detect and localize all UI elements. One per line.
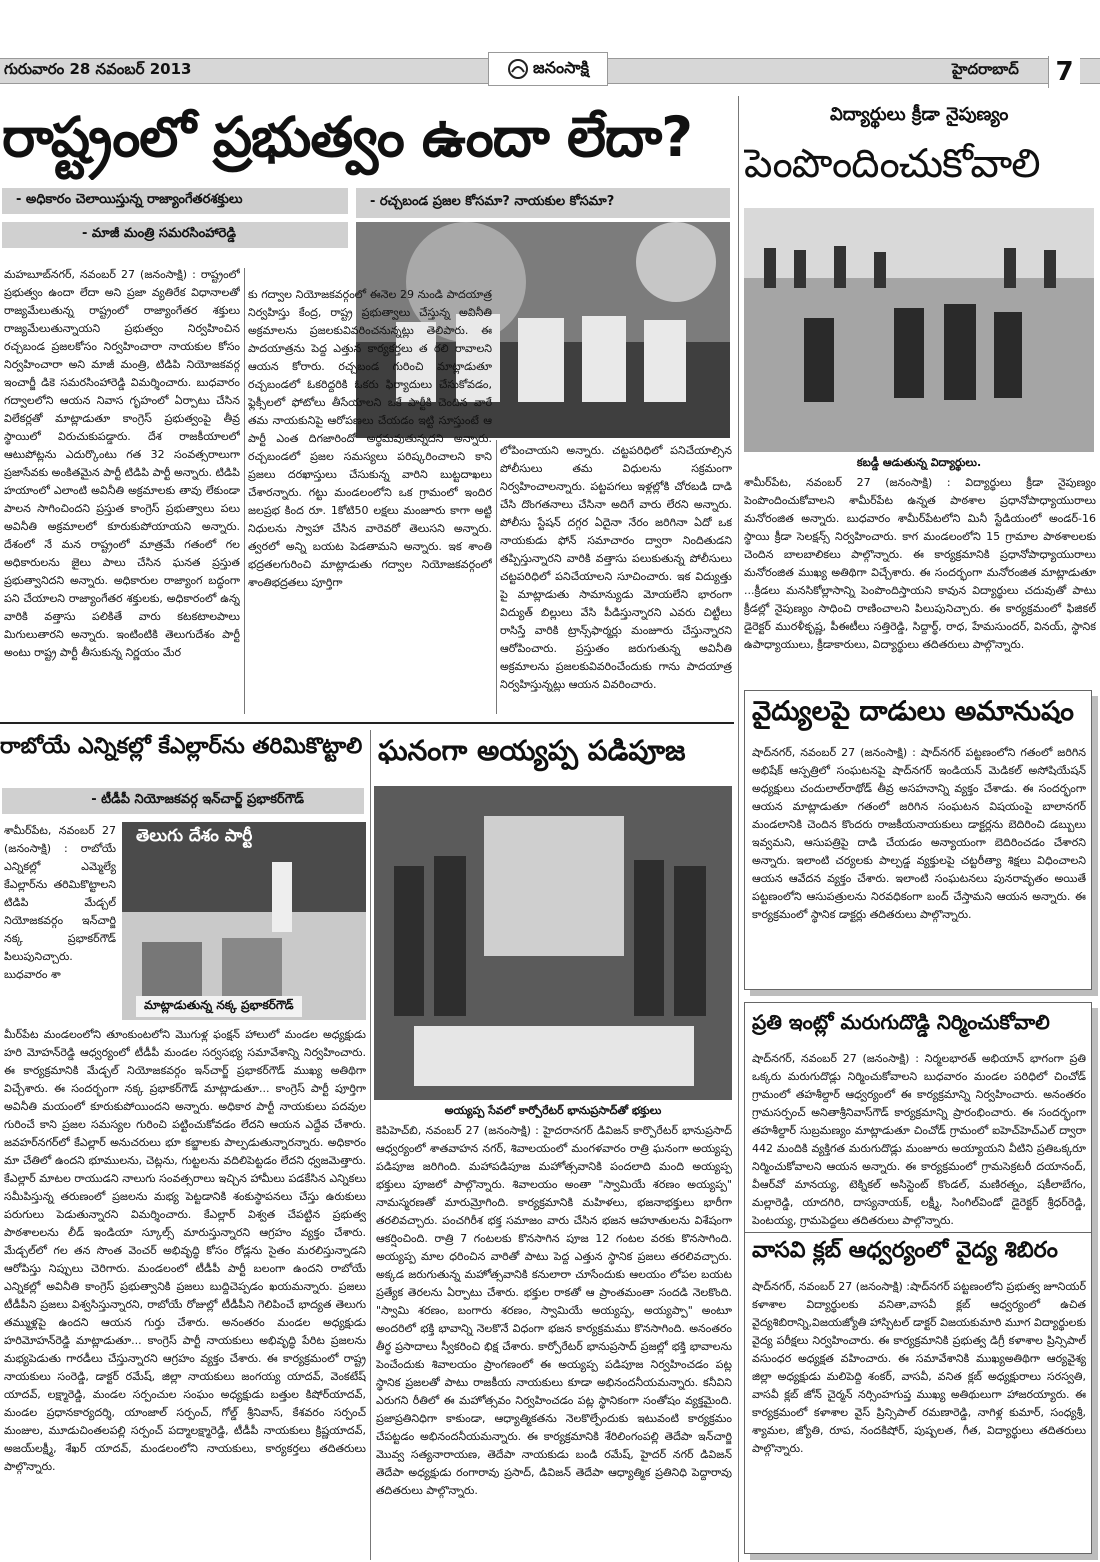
column-rule [370,730,371,1560]
tdp-body-intro: శామీర్‌పేట, నవంబర్ 27 (జనంసాక్షి) : రాబోయే ఎన్నికల్లో ఎమ్మెల్యే కేఎల్లార్‌ను తరిమికొట్టాలని టిడిపి మేడ్చల్ నియోజకవర్గం ఇన్‌చార్జి నక్క ప్రభాకర్‌గౌడ్ పిలుపునిచ్చారు. బుధవారం శా [4,824,116,981]
sports-headline: పెంపొందించుకోవాలి [744,141,1040,187]
ayyappa-puja-photo-icon [374,786,732,1100]
sports-kicker: విద్యార్థులు క్రీడా నైపుణ్యం [830,104,1009,125]
tdp-headline: రాబోయే ఎన్నికల్లో కేఎల్లార్‌ను తరిమికొట్టాలి [0,734,363,759]
tdp-photo-caption: మాట్లాడుతున్న నక్క ప్రభాకర్‌గౌడ్ [136,996,302,1017]
masthead-logo [488,52,608,86]
lead-subhead-1: - అధికారం చెలాయిస్తున్న రాజ్యాంగేతరశక్తులు [2,188,348,214]
tdp-banner-text: తెలుగు దేశం పార్టీ [136,826,253,846]
tdp-body: మీర్‌పేట మండలంలోని తూంకుంటలోని మొగుళ్ల ఫంక్షన్ హాలులో మండల అధ్యక్షుడు హరి మోహన్‌రెడ్డి ఆధ్వర్యంలో టీడీపీ మండల సర్వసభ్య సమావేశాన్ని నిర్వహించారు. ఈ కార్యక్రమానికి మేడ్చల్ నియోజకవర్గం ఇన్‌చార్జ్ ప్రభాకర్‌గౌడ్ ముఖ్య అతిథిగా విచ్చేశారు. ఈ సందర్భంగా నక్క ప్రభాకర్‌గౌడ్ మాట్లాడుతూ... కాంగ్రెస్ పార్టీ పూర్తిగా అవినీతి మయంలో కూరుకుపోయిందని అన్నారు. అధికార పార్టీ నాయకులు పదవుల గురించే కాని ప్రజల సమస్యల గురించి పట్టించుకోవడం లేదని ఆయన ఎద్దేవ చేశారు. జవహర్‌నగర్‌లో కేఎల్లార్ అనుచరులు భూ కబ్జాలకు పాల్పడుతున్నారన్నారు. అధికారం మా చేతిలో ఉందని భూములను, చెట్లను, గుట్టలను వదిలిపెట్టడం లేదని ధ్వజమెత్తారు. కేఎల్లార్ మాటల రాయుడని నాలుగు సంవత్సరాలు ఇచ్చిన హామీలు పడకేసిన ఎన్నికలు సమీపిస్తున్న తరుణంలో ప్రజలను మభ్య పెట్టడానికి శంకుస్థాపనలు చేస్తు ఉరుకులు పరుగులు పెడుతున్నారని విమర్శించారు. కేఎల్లార్ విశ్వత చేపట్టిన ప్రభుత్వ పాఠశాలలను లీడ్ ఇండియా స్కూల్స్ మారుస్తున్నారని ఆగ్రహం వ్యక్తం చేశారు. మేడ్చల్‌లో గల తన సొంత వెంచర్ అభివృద్ధి కోసం రోడ్లను సైతం మరలిస్తున్నాడని ఆరోపిస్తు నిప్పులు చెరిగారు. మండలంలో టీడీపీ పార్టీ బలంగా ఉందని రాబోయే ఎన్నికల్లో అవినీతి కాంగ్రెస్ ప్రభుత్వానికి ప్రజలు బుద్దిచెప్పడం ఖయమన్నారు. ప్రజలు టీడీపీని ప్రజలు విశ్వసిస్తున్నారని, రాబోయే రోజుల్లో టీడీపీని గెలిపించే భాద్యత తెలుగు తమ్ముళ్లపై ఉందని ఆయన గుర్తు చేశారు. అనంతరం మండల అధ్యక్షుడు హరిమోహన్‌రెడ్డి మాట్లాడుతూ... కాంగ్రెస్ పార్టీ నాయకులు అభివృద్ధి పేరిట ప్రజలను మభ్యపెడుతు గారడీలు చేస్తున్నారని ఆగ్రహం వ్యక్తం చేశారు. ఈ కార్యక్రమంలో రాష్ట్ర నాయకులు సంరెడ్డి, డాక్టర్ రమేష్, జిల్లా నాయకులు జంగయ్య యాదవ్, వెంకటేష్ యాదవ్, లక్ష్మారెడ్డి, మండల సర్పంచుల సంఘం అధ్యక్షుడు బత్తుల కిషోర్‌యాదవ్, మండల ప్రధానకార్యదర్శి, యాంజాల్ సర్పంచ్, గోల్డ్ శ్రీనివాస్, కేశవరం సర్పంచ్ మంజుల, మూడుచింతలపల్లి సర్పంచ్ పద్మాలక్ష్మారెడ్డి, టీడీపీ నాయకులు క్రిష్ణయాదవ్, అజయ్‌లక్ష్మీ, శేఖర్ యాదవ్, మండలంలోని నాయకులు, కార్యకర్తలు తదితరులు పాల్గొన్నారు. [4,1028,366,1473]
vasavi-headline: వాసవి క్లబ్ ఆధ్వర్యంలో వైద్య శిబిరం [752,1238,1058,1263]
toilets-headline: ప్రతి ఇంట్లో మరుగుదొడ్డి నిర్మించుకోవాలి [752,1010,1050,1034]
sports-caption: కబడ్డీ ఆడుతున్న విద్యార్థులు. [856,456,982,469]
column-rule [496,440,497,714]
ayyappa-photo [374,786,732,1100]
lead-body-col2: కు గద్వాల నియోజకవర్గంలో ఈనెల 29 నుండి పాదయాత్ర నిర్వహిస్తు కేంద్ర, రాష్ట్ర ప్రభుత్వాలు చేస్తున్న అవినీతి అక్రమాలను ప్రజలకువివరించనున్నట్లు తెలిపారు. ఈ పాదయాత్రను పెద్ద ఎత్తున కార్యకర్తలు త రలి రావాలని ఆయన కోరారు. రచ్చబండ గురించి మాట్లాడుతూ రచ్చబండలో ఓకరిద్దరికి ఓకరు ఫిర్యాదులు చేసుకోవడం, ఫ్లెక్సీలలో ఫోటోలు తీసేయాలని ఒకే పార్టీకి చెందిన వారే తమ నాయకునిపై ఆరోపణలు చేయడం ఇట్టి సూస్తుంటే ఆ పార్టీ ఎంత దిగజారిందో అర్థమవుతున్నదని అన్నారు. రచ్చబండలో ప్రజల సమస్యలు పరిష్కరించాలని కాని ప్రజలు దరఖాస్తులు చేసుకున్న వారిని బుట్టదాఖలు చేశారన్నారు. గట్టు మండలంలోని ఒక గ్రామంలో ఇందిర జలప్రభ కింద రూ. 1కోటి50 లక్షలు మంజూరు కాగా అట్టి నిధులను స్వాహా చేసిన వారెవరో తెలుసని అన్నారు. త్వరలో అన్ని బయట పెడతామని అన్నారు. ఇక శాంతి భద్రతలగురించి మాట్లాడుతు గద్వాల నియోజకవర్గంలో శాంతిభద్రతలు పూర్తిగా [248,288,492,589]
logo-emblem-icon [507,58,529,80]
ayyappa-body: కెపిహెచ్‌బి, నవంబర్ 27 (జనంసాక్షి) : హైదరానగర్ డివిజన్ కార్పొరేటర్ భానుప్రసాద్ ఆధ్వర్యంలో శాతవాహన నగర్, శివాలయంలో మంగళవారం రాత్రి ఘనంగా అయ్యప్ప పడిపూజ జరిగింది. మహాపడిపూజ మహోత్సవానికి పందలాది మంది అయ్యప్ప భక్తులు పూజలో పాల్గొన్నారు. శివాలయం అంతా "స్వామియే శరణం అయ్యప్ప" నామస్మరణతో మారుమ్రోగింది. కార్యక్రమానికి మహిళలు, భజనాభక్తులు భారీగా తరలివచ్చారు. పంచగిరీశ భక్త సమాజం వారు చేసిన భజన ఆహూతులను విశేషంగా ఆకర్షించింది. రాత్రి 7 గంటలకు కొనసాగిన పూజ 12 గంటల వరకు కొనసాగింది. అయ్యప్ప మాల ధరించిన వారితో పాటు పెద్ద ఎత్తున స్థానిక ప్రజలు తరలివచ్చారు. అక్కడ జరుగుతున్న మహోత్సవానికి కనులారా చూసేందుకు ఆలయం లోపల బయట ప్రత్యేక తెరలను ఏర్పాటు చేశారు. భక్తుల రాకతో ఆ ప్రాంతమంతా సందడి నెలకొంది. "స్వామి శరణం, బంగారు శరణం, స్వామియే అయ్యప్ప, అయ్యప్పా" అంటూ అందరిలో భక్తి భావాన్ని నెలకొనే విధంగా భజన కార్యక్రమము కొనసాగింది. అనంతరం తీర్థ ప్రసాదాలు స్వీకరించి భిక్ష చేశారు. కార్పోరేటర్ భానుప్రసాద్ ప్రజల్లో భక్తి భావాలను పెంచేందుకు శివాలయం ప్రాంగణంలో ఈ అయ్యప్ప పడిపూజ నిర్వహించడం పట్ల స్థానిక ప్రజలతో పాటు రాజకీయ నాయకులు కూడా అభినందనీయమన్నారు. కనీవిని ఎరుగని రీతిలో ఈ మహోత్సవం నిర్వహించడం పట్ల స్థానికంగా సంతోషం వ్యక్తమైంది. ప్రజాప్రతినిధిగా కాకుండా, ఆధ్యాత్మికతను నెలకొల్పేందుకు ఇటువంటి కార్యక్రమం చేపట్టడం అభినందనీయమన్నారు. ఈ కార్యక్రమానికి శేరిలింగంపల్లి తెదేపా ఇన్‌చార్జి మొవ్వ సత్యనారాయణ, తెదేపా నాయకుడు బండి రమేష్, హైదర్ నగర్ డివిజన్ తెదేపా అధ్యక్షుడు రంగారావు ప్రసాద్, డివిజన్ తెదేపా ఆధ్యాత్మిక ప్రతినిధి పెద్దారావు తదితరులు పాల్గొన్నారు. [376,1124,732,1497]
lead-headline: రాష్ట్రంలో ప్రభుత్వం ఉందా లేదా? [2,105,693,169]
lead-body-col3: లోపించాయని అన్నారు. చట్టపరిధిలో పనిచేయాల్సిన పోలీసులు తమ విధులను సక్రమంగా నిర్వహించాలన్నారు. పట్టపగలు ఇళ్లల్లోకి చోరబడి దాడి చేసి దొంగతనాలు చేసినా అదిగే వారు లేరని అన్నారు. పోలీసు స్టేషన్ దగ్గర ఏదైనా నేరం జరిగినా ఏదో ఒక నాయకుడు ఫోన్ సమాచారం ద్వారా నిందితుడని తప్పిస్తున్నారని వారికి వత్తాసు పలుకుతున్న పోలీసులు చట్టపరిధిలో పనిచేయాలని సూచించారు. ఇక విద్యుత్తు పై మాట్లాడుతు సామాన్యుడు మోయలేని భారంగా విద్యుత్ బిల్లులు వేసి పీడిస్తున్నారని ఎవరు చిట్టీలు రాసిస్తే వారికి ట్రాన్స్‌ఫార్మర్లు మంజూరు చేస్తున్నారని ఆరోపించారు. ప్రస్తుతం జరుగుతున్న అవినీతి అక్రమాలను ప్రజలకువివరించేందుకు గాను పాదయాత్ర నిర్వహిస్తున్నట్లు ఆయన వివరించారు. [500,444,732,691]
doctors-body: షాద్‌నగర్, నవంబర్ 27 (జనంసాక్షి) : షాద్‌నగర్ పట్టణంలోని గతంలో జరిగిన అభిషేక్ ఆస్పత్రిలో సంఘటనపై షాద్‌నగర్ ఇండియన్ మెడికల్ అసోషియేషన్ అధ్యక్షులు చందులాల్‌రాథోడ్ తీవ్ర అసహనాన్ని వ్యక్తం చేశాడు. ఈ సందర్భంగా ఆయన మాట్లాడుతూ గతంలో జరిగిన సంఘటన విషయంపై బాలానగర్ మండలానికి చెందిన కొందరు రాజకీయనాయకులు డాక్టర్లను బెదిరించి డబ్బులు ఇవ్వమని, ఆసుపత్రిపై దాడి చేయడం అన్యాయంగా బెదిరించడం చేశారని అన్నారు. ఇలాంటి చర్యలకు పాల్పడ్డ వ్యక్తులపై చట్టరీత్యా శిక్షలు విధించాలని ఆయన ఆవేదన వ్యక్తం చేశారు. ఇలాంటి సంఘటనలు పునరావృతం అయితే పట్టణంలోని ఆసుపత్రులను నిరవధికంగా బంద్ చేస్తామని ఆయన అన్నారు. ఈ కార్యక్రమంలో స్థానిక డాక్టర్లు తదితరులు పాల్గొన్నారు. [752,746,1086,921]
sports-photo [744,208,1094,452]
section-divider [0,722,734,724]
masthead-paper-name: జనంసాక్షి [533,57,589,77]
column-rule [244,268,245,714]
photo-kicker: - రచ్చబండ ప్రజల కోసమా? నాయకుల కోసమా? [356,188,730,218]
ayyappa-headline: ఘనంగా అయ్యప్ప పడిపూజ [378,734,686,767]
right-column-rule [738,96,739,1562]
lead-body-col1: మహబూబ్‌నగర్, నవంబర్ 27 (జనంసాక్షి) : రాష్ట్రంలో ప్రభుత్వం ఉందా లేదా అని ప్రజా వ్యతిరేక విధానాలతో రాజ్యమేలుతున్న రాష్ట్రంలో రాజ్యాంగేతర శక్తులు రాజ్యమేలుతున్నాయని ప్రభుత్వం నిర్వహించిన రచ్చబండ ప్రజలకోసం నిర్వహించారా నాయకుల కోసం నిర్వహించారా అని మాజీ మంత్రి, టిడిపి నియోజకవర్గ ఇంచార్జీ డికె సమరసింహారెడ్డి విమర్శించారు. బుధవారం గద్వాలలోని ఆయన నివాస గృహంలో ఏర్పాటు చేసిన విలేకర్లతో మాట్లాడుతూ కాంగ్రెస్ ప్రభుత్వంపై తీవ్ర స్థాయిలో విరుచుకుపడ్డారు. దేశ రాజకీయాలలో ఆటుపోట్లను ఎదుర్కొంటు గత 32 సంవత్సరాలుగా ప్రజాసేవకు అంకితమైన పార్టీ టిడిపి పార్టీ అన్నారు. టిడిపి హయాంలో ఎలాంటి అవినీతి అక్రమాలకు తావు లేకుండా పాలన సాగించిందని ప్రస్తుత కాంగ్రెస్ ప్రభుత్వాలు పలు అవినీతి అక్రమాలలో కూరుకుపోయాయని అన్నారు. దేశంలో నే మన రాష్ట్రంలో మాత్రమే గతంలో గల అధికారులను జైలు పాలు చేసిన ఘనత ప్రస్తుత ప్రభుత్వానిదని అన్నారు. అధికారుల రాజ్యాంగ బద్ధంగా పని చేయాలని రాజ్యాంగేతర శక్తులకు, అధికారంలో ఉన్న వారికి వత్తాసు పలికితే వారు కటకటాలపాలు మిగులుతారని అన్నారు. ఇంటింటికి తెలుగుదేశం పార్టీ అంటు రాష్ట్ర పార్టీ తీసుకున్న నిర్ణయం మేర [4,268,240,659]
masthead-date: గురువారం 28 నవంబర్ 2013 [4,60,192,78]
toilets-body: షాద్‌నగర్, నవంబర్ 27 (జనంసాక్షి) : నిర్మలభారత్ అభియాన్ భాగంగా ప్రతి ఒక్కరు మరుగుదొడ్లు నిర్మించుకోవాలని బుధవారం మండల పరిధిలో చించోడ్ గ్రామంలో తహశీల్దార్ ఆధ్వర్యంలో ఈ కార్యక్రమాన్ని నిర్వహించారు. అనంతరం గ్రామసర్పంచ్ అనితాశ్రీనివాస్‌గౌడ్ కార్యక్రమాన్ని ప్రారంభించారు. ఈ సందర్భంగా తహశీల్దార్ సుబ్రమణ్యం మాట్లాడుతూ చించోడ్ గ్రామంలో ఐహెచ్‌హెచ్‌ఎల్ ద్వారా 442 మందికి వ్యక్తిగత మరుగుదొడ్లు మంజూరు అయ్యాయని వీటిని ప్రతిఒక్కరూ నిర్మించుకోవాలని ఆయన అన్నారు. ఈ కార్యక్రమంలో గ్రామసెక్రటరీ దయానంద్, వీఆర్‌వో మానయ్య, టెక్నికల్ అసిస్టెంట్ కొండల్, మణిరత్నం, షకీలాబేగం, మల్లారెడ్డి, యాదగిరి, దాస్యనాయక్, లక్ష్మీ, సింగిల్‌విండో డైరెక్టర్ శ్రీధర్‌రెడ్డి, పెంటయ్య, గ్రామపెద్దలు తదితరులు పాల్గొన్నారు. [752,1052,1086,1227]
sports-body: శామీర్‌పేట, నవంబర్ 27 (జనంసాక్షి) : విద్యార్థులు క్రీడా నైపుణ్యం పెంపొందించుకోవాలని శామీర్‌పేట ఉన్నత పాఠశాల ప్రధానోపాధ్యాయురాలు మనోరంజిత అన్నారు. బుధవారం శామీర్‌పేటలోని మినీ స్టేడియంలో అండర్-16 స్థాయి క్రీడా సెలక్షన్స్ నిర్వహించారు. కాగ మండలంలోని 15 గ్రామాల పాఠశాలలకు చెందిన బాలబాలికలు పాల్గొన్నారు. ఈ కార్యక్రమానికి ప్రధానోపాధ్యాయురాలు మనోరంజిత ముఖ్య అతిథిగా విచ్చేశారు. ఈ సందర్భంగా మనోరంజిత మాట్లాడుతూ ...క్రీడలు మనసికోల్లాసాన్ని పెంపొందిస్తాయని కావున విద్యార్థులు చదువుతో పాటు క్రీడల్లో నైపుణ్యం సాధించి రాణించాలని పిలుపునిచ్చారు. ఈ కార్యక్రమంలో ఫిజికల్ డైరెక్టర్ మురళీకృష్ణ, పీఈటీలు సత్తిరెడ్డి, సిద్దార్థ్, రాధ, హేమసుందర్, వినయ్, స్థానిక ఉపాధ్యాయులు, క్రీడాకారులు, విద్యార్థులు తదితరులు పాల్గొన్నారు. [744,476,1096,651]
tdp-meeting-photo-icon [122,822,366,1020]
kabaddi-photo-icon [744,208,1094,452]
masthead-city: హైదరాబాద్ [952,60,1019,78]
page-number: 7 [1048,56,1080,88]
tdp-photo [122,822,366,1020]
doctors-headline: వైద్యులపై దాడులు అమానుషం [752,696,1074,727]
tdp-subhead: - టీడీపీ నియోజకవర్గ ఇన్‌చార్జ్ ప్రభాకర్‌గౌడ్ [2,788,364,814]
lead-subhead-2: - మాజీ మంత్రి సమరసింహారెడ్డి [2,222,348,248]
vasavi-body: షాద్‌నగర్, నవంబర్ 27 (జనంసాక్షి) :షాద్‌నగర్ పట్టణంలోని ప్రభుత్వ జూనియర్ కళాశాల విద్యార్థులకు వనితా,వాసవీ క్లబ్ ఆధ్వర్యంలో ఉచిత వైద్యశిబిరాన్ని,విజయజ్యోతి హాస్పిటల్ డాక్టర్ విజయకుమారి మూగ విద్యార్థులకు వైద్య పరీక్షలు నిర్వహించారు. ఈ కార్యక్రమానికి ప్రభుత్వ డిగ్రీ కళాశాల ప్రిన్సిపాల్ వసుంధర అధ్యక్షత వహించారు. ఈ సమావేశానికి ముఖ్యఅతిథిగా ఆర్యవైశ్య జిల్లా అధ్యక్షుడు మలిపెద్ది శంకర్, వాసవీ, వనిత క్లబ్ అధ్యక్షురాలు సరస్వతి, వాసవీ క్లబ్ జోన్ చైర్మన్ నర్సింహగుప్త ముఖ్య అతిథులుగా హాజరయ్యారు. ఈ కార్యక్రమంలో కళాశాల వైస్ ప్రిన్సిపాల్ రమణారెడ్డి, నాగిళ్ల కుమార్, సంధ్యశ్రీ, శ్యామల, జ్యోతి, రూప, నందకిషోర్, పుష్పలత, గీత, విద్యార్థులు తదితరులు పాల్గొన్నారు. [752,1280,1086,1455]
ayyappa-caption: అయ్యప్ప సేవలో కార్పోరేటర్ భానుప్రసాద్‌తో భక్తులు [444,1104,662,1117]
